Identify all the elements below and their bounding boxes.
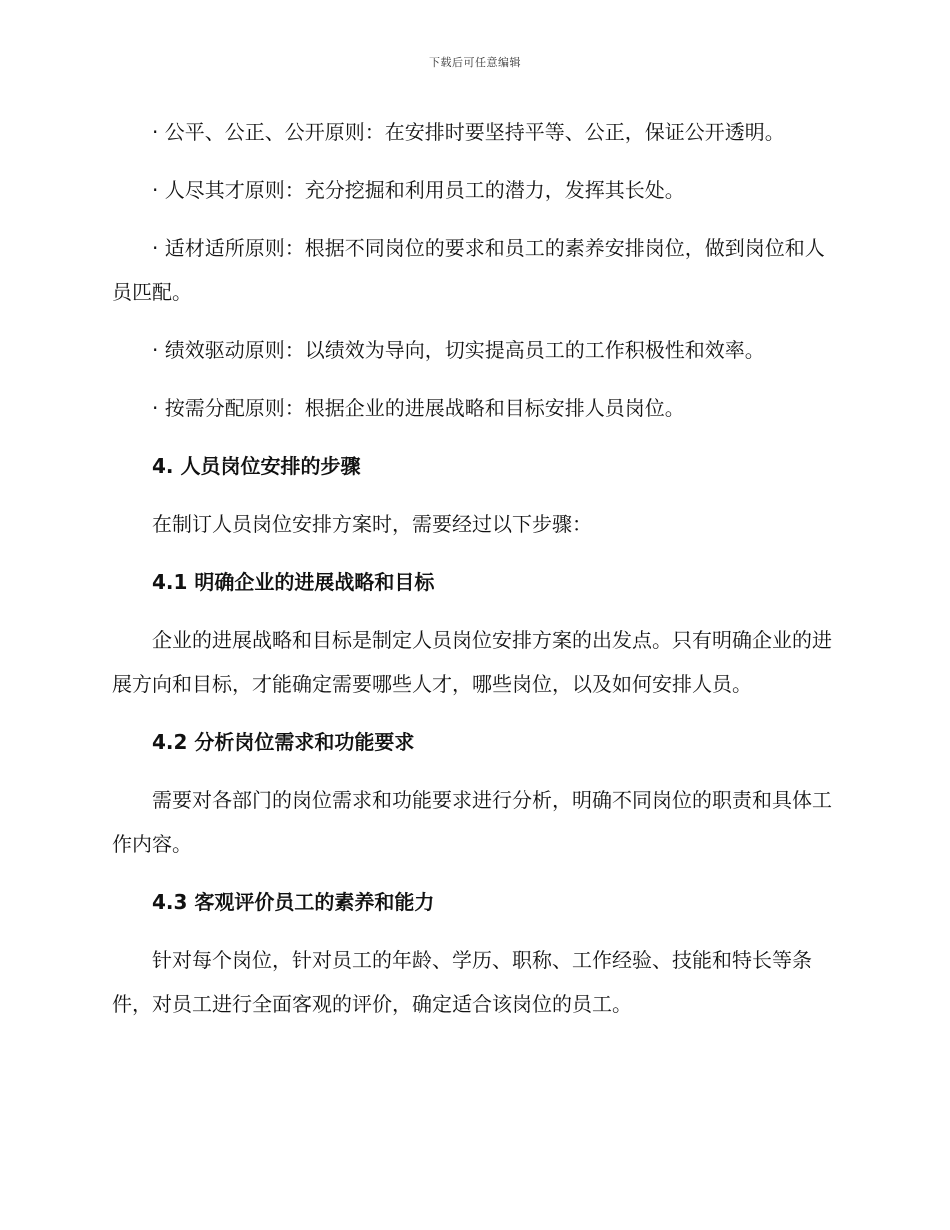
subsection-heading-4-1: 4.1 明确企业的进展战略和目标 xyxy=(152,570,435,594)
principle-fit: · 适材适所原则：根据不同岗位的要求和员工的素养安排岗位，做到岗位和人员匹配。 xyxy=(112,236,825,304)
steps-intro: 在制订人员岗位安排方案时，需要经过以下步骤： xyxy=(152,512,592,536)
subsection-heading-4-2: 4.2 分析岗位需求和功能要求 xyxy=(152,730,415,754)
subsection-heading-4-3: 4.3 客观评价员工的素养和能力 xyxy=(152,890,435,914)
principle-talent: · 人尽其才原则：充分挖掘和利用员工的潜力，发挥其长处。 xyxy=(152,178,685,202)
principle-fairness: · 公平、公正、公开原则：在安排时要坚持平等、公正，保证公开透明。 xyxy=(152,120,785,144)
document-body xyxy=(112,110,836,1040)
header-note: 下载后可任意编辑 xyxy=(429,56,521,69)
section-heading-steps: 4. 人员岗位安排的步骤 xyxy=(152,454,361,478)
subsection-text-4-3: 针对每个岗位，针对员工的年龄、学历、职称、工作经验、技能和特长等条件，对员工进行全面客观的评价，确定适合该岗位的员工。 xyxy=(112,948,812,1016)
subsection-text-4-2: 需要对各部门的岗位需求和功能要求进行分析，明确不同岗位的职责和具体工作内容。 xyxy=(112,788,832,856)
principle-performance: · 绩效驱动原则：以绩效为导向，切实提高员工的工作积极性和效率。 xyxy=(152,338,765,362)
subsection-text-4-1: 企业的进展战略和目标是制定人员岗位安排方案的出发点。只有明确企业的进展方向和目标，才能确定需要哪些人才，哪些岗位，以及如何安排人员。 xyxy=(112,628,832,696)
principle-demand: · 按需分配原则：根据企业的进展战略和目标安排人员岗位。 xyxy=(152,396,685,420)
